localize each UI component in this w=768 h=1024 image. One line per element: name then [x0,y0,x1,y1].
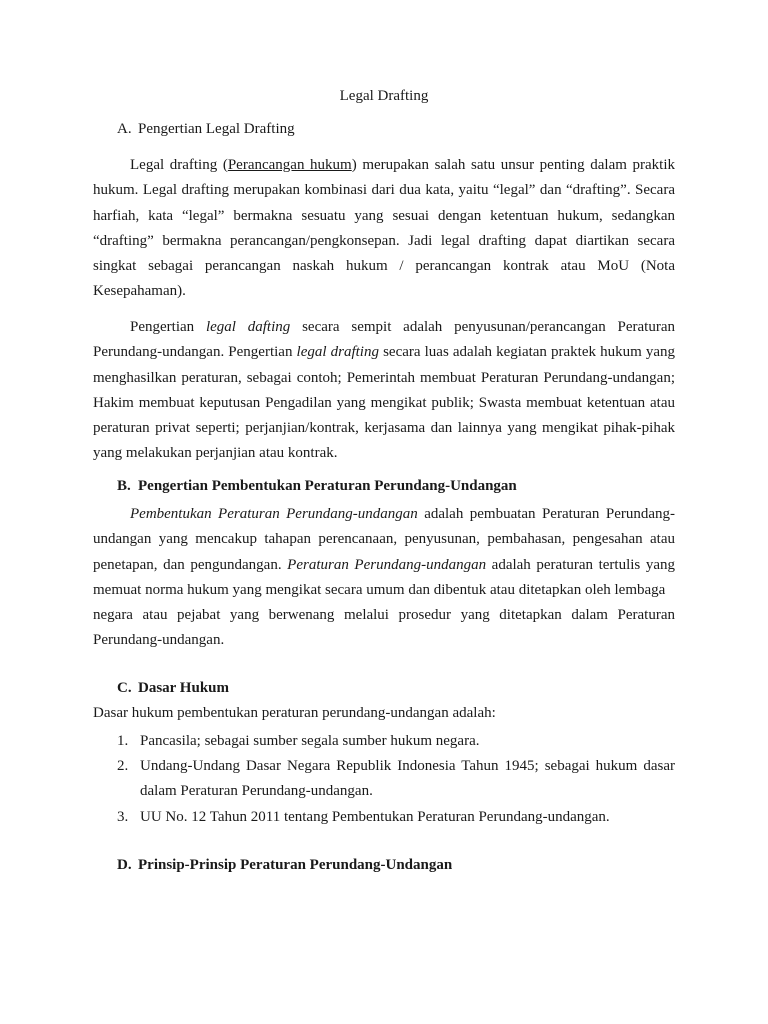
section-b-paragraph [93,502,675,654]
text-run: negara atau pejabat yang berwenang melalui prosedur yang ditetapkan dalam Peraturan Perundang-undangan. [93,607,675,649]
section-a-heading [117,121,295,138]
section-c-intro: Dasar hukum pembentukan peraturan perundang-undangan adalah: [93,705,496,721]
section-c-heading [117,680,229,697]
text-run: adalah peraturan tertulis yang memuat norma hukum yang mengikat secara umum dan dibentuk atau ditetapkan oleh lembaga [93,556,675,598]
text-run: secara luas adalah kegiatan praktek hukum yang menghasilkan peraturan, sebagai contoh; Pemerintah membuat Peraturan Perundang-undangan; Hakim membuat keputusan Pengadilan yang mengikat publik; Swasta membuat ketentuan atau peraturan privat seperti; perjanjian/kontrak, kerjasama dan lainnya yang mengikat pihak-pihak yang melakukan perjanjian atau kontrak. [93,344,675,462]
list-text: UU No. 12 Tahun 2011 tentang Pembentukan Peraturan Perundang-undangan. [140,809,610,825]
text-run: adalah pembuatan Peraturan Perundang-undangan yang mencakup tahapan perencanaan, penyusunan, pembahasan, pengesahan atau penetapan, dan pengundangan. [93,506,675,573]
italic-term: legal dafting [205,319,291,335]
section-c-title: Dasar Hukum [138,680,229,696]
list-text: Pancasila; sebagai sumber segala sumber hukum negara. [140,733,480,749]
list-text: Undang-Undang Dasar Negara Republik Indonesia Tahun 1945; sebagai hukum dasar dalam Peraturan Perundang-undangan. [140,758,675,799]
list-number: 3. [117,809,129,825]
text-run: ) merupakan salah satu unsur penting dalam praktik hukum. Legal drafting merupakan kombinasi dari dua kata, yaitu “legal” dan “drafting”. Secara harfiah, kata “legal” bermakna sesuatu yang sesuai dengan ketentuan hukum, sedangkan “drafting” bermakna perancangan/pengkonsepan. Jadi legal drafting dapat diartikan secara singkat sebagai perancangan naskah hukum / perancangan kontrak atau MoU (Nota Kesepahaman). [93,157,676,300]
list-item [117,754,675,804]
list-item [117,805,675,830]
list-number: 2. [117,758,129,774]
section-a-paragraph-1 [93,153,675,305]
text-run: Legal drafting ( [130,157,228,173]
section-d-title: Prinsip-Prinsip Peraturan Perundang-Undangan [138,857,453,873]
section-d-label: D. [117,857,132,873]
section-b-label: B. [117,478,131,494]
section-d-heading [117,857,452,874]
text-run: Pengertian [130,319,206,335]
italic-term: legal drafting [296,344,379,361]
section-b-heading [117,478,517,495]
section-a-label: A. [117,121,132,137]
document-title: Legal Drafting [339,88,429,104]
list-number: 1. [117,733,129,749]
italic-term: Pembentukan Peraturan Perundang-undangan [130,506,418,522]
list-item [117,729,675,754]
section-b-title: Pengertian Pembentukan Peraturan Perundang-Undangan [138,478,517,494]
text-run: secara sempit adalah penyusunan/perancangan Peraturan Perundang-undangan. Pengertian [93,319,676,361]
section-c-label: C. [117,680,132,696]
section-a-title: Pengertian Legal Drafting [138,121,295,137]
perancangan-hukum-link[interactable]: Perancangan hukum [227,157,352,173]
italic-term: Peraturan Perundang-undangan [287,556,487,573]
section-a-paragraph-2 [93,315,675,467]
